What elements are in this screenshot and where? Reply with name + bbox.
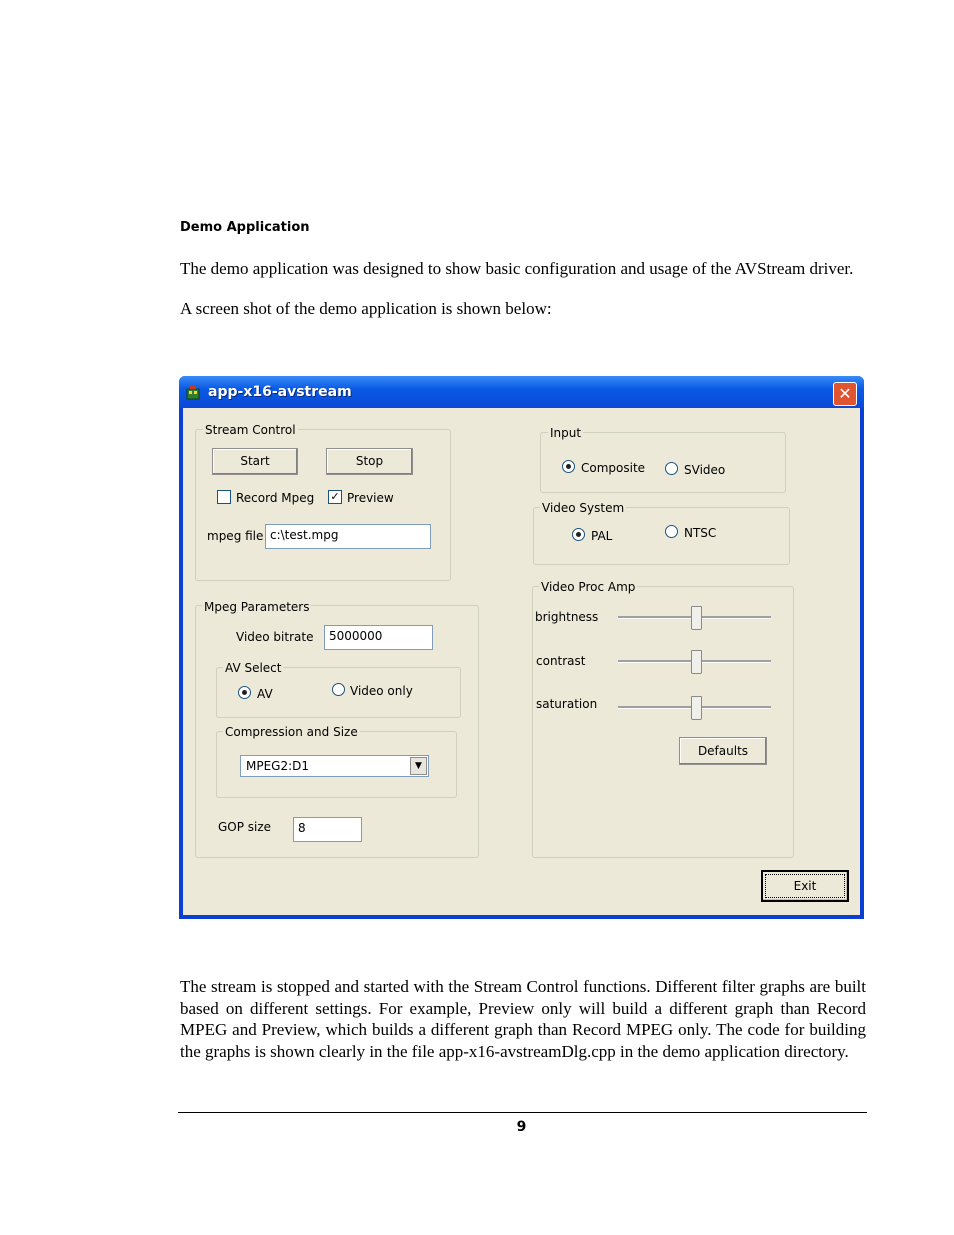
composite-label: Composite — [581, 461, 646, 475]
exit-button[interactable]: Exit — [761, 870, 849, 902]
body-paragraph: The stream is stopped and started with the Stream Control functions. Different filter graphs are built based on different settings. For example, Preview only will build a different graph than Record MPEG and Preview, which builds a different graph than Record MPEG only. The code for building the graphs is shown clearly in the file app-x16-avstreamDlg.cpp in the demo application directory. — [180, 977, 866, 1061]
stop-button[interactable]: Stop — [326, 448, 413, 475]
input-group — [540, 432, 786, 493]
compression-selected-value: MPEG2:D1 — [246, 759, 310, 773]
app-icon — [185, 384, 201, 400]
screenshot-caption: A screen shot of the demo application is shown below: — [180, 299, 552, 318]
window-title: app-x16-avstream — [208, 384, 352, 400]
av-radio[interactable] — [238, 686, 251, 699]
preview-checkbox[interactable]: ✓ — [328, 490, 342, 504]
video-only-label: Video only — [350, 684, 413, 698]
close-button[interactable]: ✕ — [833, 382, 857, 406]
radio-selected-dot — [242, 690, 247, 695]
intro-paragraph: The demo application was designed to show basic configuration and usage of the AVStream driver. — [180, 259, 854, 278]
record-mpeg-label: Record Mpeg — [236, 491, 315, 505]
ntsc-radio[interactable] — [665, 525, 678, 538]
contrast-label: contrast — [536, 654, 586, 668]
chevron-down-icon[interactable]: ▼ — [410, 757, 427, 775]
av-label: AV — [257, 687, 273, 701]
defaults-button[interactable]: Defaults — [679, 737, 767, 765]
dialog-client-area — [183, 408, 860, 915]
mpeg-file-label: mpeg file — [207, 529, 264, 543]
pal-radio[interactable] — [572, 528, 585, 541]
pal-label: PAL — [591, 529, 613, 543]
brightness-slider-thumb[interactable] — [691, 606, 702, 630]
brightness-label: brightness — [535, 610, 599, 624]
stream-control-label: Stream Control — [205, 423, 296, 437]
mpeg-file-input[interactable]: c:\test.mpg — [265, 524, 431, 549]
footer-rule — [178, 1112, 867, 1113]
input-label: Input — [550, 426, 582, 440]
preview-label: Preview — [347, 491, 394, 505]
page-number: 9 — [516, 1119, 527, 1135]
demo-app-window — [179, 376, 864, 919]
gop-size-label: GOP size — [218, 820, 272, 834]
video-proc-amp-label: Video Proc Amp — [541, 580, 636, 594]
video-proc-amp-group — [532, 586, 794, 858]
saturation-label: saturation — [536, 697, 598, 711]
radio-selected-dot — [566, 464, 571, 469]
video-bitrate-label: Video bitrate — [236, 630, 314, 644]
title-bar — [179, 376, 864, 408]
radio-selected-dot — [576, 532, 581, 537]
mpeg-parameters-label: Mpeg Parameters — [204, 600, 310, 614]
saturation-slider-thumb[interactable] — [691, 696, 702, 720]
compression-label: Compression and Size — [225, 725, 358, 739]
composite-radio[interactable] — [562, 460, 575, 473]
compression-select[interactable] — [240, 755, 429, 777]
section-heading: Demo Application — [180, 220, 310, 235]
svideo-label: SVideo — [684, 463, 726, 477]
video-only-radio[interactable] — [332, 683, 345, 696]
start-button[interactable]: Start — [212, 448, 298, 475]
record-mpeg-checkbox[interactable] — [217, 490, 231, 504]
video-bitrate-input[interactable]: 5000000 — [324, 625, 433, 650]
av-select-label: AV Select — [225, 661, 282, 675]
gop-size-input[interactable]: 8 — [293, 817, 362, 842]
video-system-label: Video System — [542, 501, 625, 515]
ntsc-label: NTSC — [684, 526, 717, 540]
contrast-slider-thumb[interactable] — [691, 650, 702, 674]
svideo-radio[interactable] — [665, 462, 678, 475]
